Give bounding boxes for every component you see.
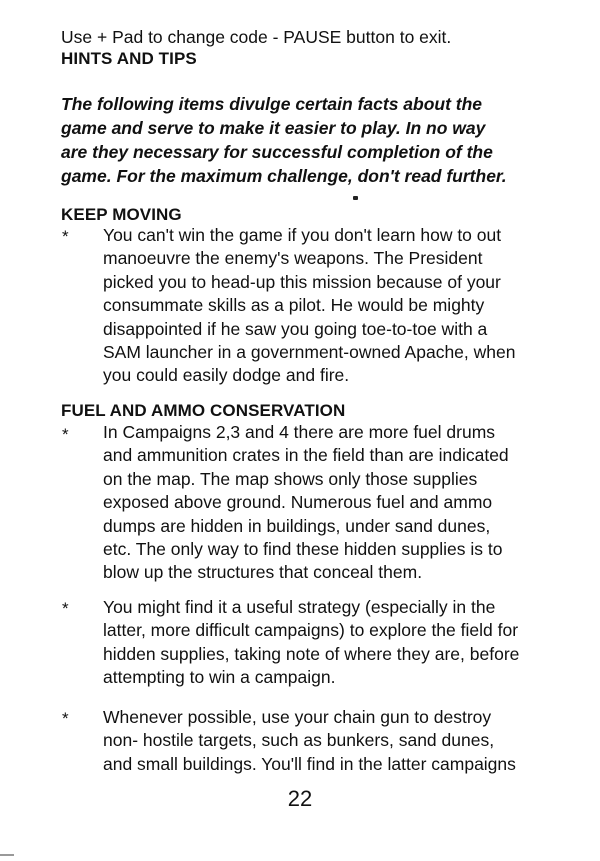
- hints-intro: [61, 92, 541, 188]
- fuel-item-3: [103, 706, 543, 776]
- text-line: In Campaigns 2,3 and 4 there are more fuel drums: [103, 422, 496, 442]
- scan-edge-mark: [0, 854, 14, 856]
- bullet-marker: *: [62, 227, 69, 246]
- text-line: and small buildings. You'll find in the latter campaigns: [103, 753, 516, 774]
- text-line: attempting to win a campaign.: [103, 667, 336, 688]
- text-line: disappointed if he saw you going toe-to-toe with a: [103, 318, 488, 339]
- hints-heading: HINTS AND TIPS: [61, 49, 197, 68]
- text-line: you could easily dodge and fire.: [103, 365, 350, 386]
- print-speck: [353, 196, 358, 200]
- text-line: latter, more difficult campaigns) to explore the field for: [103, 620, 519, 641]
- fuel-ammo-heading: FUEL AND AMMO CONSERVATION: [61, 401, 346, 420]
- intro-line: The following items divulge certain facts about the: [61, 94, 483, 114]
- text-line: You can't win the game if you don't learn how to out: [103, 225, 502, 245]
- text-line: etc. The only way to find these hidden supplies is to: [103, 539, 503, 560]
- bullet-marker: *: [62, 425, 69, 444]
- intro-line: game and serve to make it easier to play. In no way: [61, 118, 486, 138]
- instruction-line: Use + Pad to change code - PAUSE button to exit.: [61, 27, 452, 47]
- text-line: consummate skills as a pilot. He would be mighty: [103, 295, 485, 316]
- text-line: SAM launcher in a government-owned Apache, when: [103, 342, 516, 363]
- text-line: You might find it a useful strategy (especially in the: [103, 597, 496, 617]
- text-line: hidden supplies, taking note of where they are, before: [103, 643, 520, 664]
- bullet-marker: *: [62, 599, 69, 618]
- keep-moving-heading: KEEP MOVING: [61, 205, 182, 224]
- text-line: dumps are hidden in buildings, under sand dunes,: [103, 515, 491, 536]
- page-number: 22: [287, 786, 313, 811]
- text-line: non- hostile targets, such as bunkers, sand dunes,: [103, 730, 495, 751]
- text-line: and ammunition crates in the field than are indicated: [103, 445, 509, 466]
- intro-line: game. For the maximum challenge, don't read further.: [61, 166, 507, 186]
- keep-moving-text: [103, 224, 543, 388]
- fuel-item-2: [103, 596, 543, 690]
- bullet-marker: *: [62, 709, 69, 728]
- intro-line: are they necessary for successful completion of the: [61, 142, 493, 162]
- text-line: blow up the structures that conceal them.: [103, 562, 423, 583]
- text-line: Whenever possible, use your chain gun to destroy: [103, 707, 492, 727]
- text-line: exposed above ground. Numerous fuel and ammo: [103, 492, 493, 513]
- text-line: on the map. The map shows only those supplies: [103, 468, 478, 489]
- text-line: picked you to head-up this mission because of your: [103, 271, 501, 292]
- text-line: manoeuvre the enemy's weapons. The President: [103, 248, 483, 269]
- fuel-item-1: [103, 421, 543, 585]
